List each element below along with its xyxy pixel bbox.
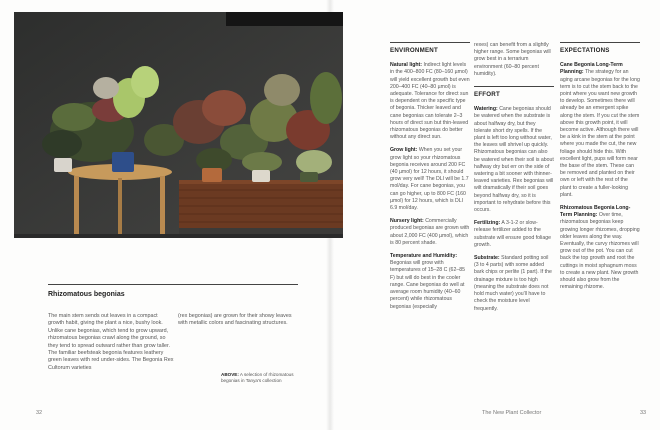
para-text: Over time, rhizomatous begonias keep growing longer rhizomes, dropping older leaves along the way. Eventually, the curvy rhizomes will grow out of the pot. You can cut back the top growth and root the cuttings in moist sphagnum moss to create a new plant. New growth should also grow from the remaining rhizome. [560,212,640,291]
para-label: Natural light: [390,62,422,69]
rhizomatous-begonia-planning-paragraph [560,205,640,291]
begonia-photo [14,12,343,238]
para-text: A 3-1-2 or slow-release fertilizer added to the substrate will ensure good foliage growth. [474,220,551,248]
para-text: The strategy for an aging arcane begonias for the long term is to cut the stem back to the point where you want new growth to develop. Sometimes there will already be an emergent spike along the stem. If you cut the stem above this growth point, it will become active. Although there will be a kink in the stem at the point where you made the cut, the new foliage should hide this. With excellent light, pups will form near the base of the stem. These can be removed and planted on their own or left with the rest of the plant to create a fuller-looking plant. [560,69,640,198]
cane-begonia-planning-paragraph [560,62,640,199]
section-title: Rhizomatous begonias [48,284,298,298]
para-label: Temperature and Humidity: [390,253,458,260]
environment-heading: ENVIRONMENT [390,42,470,54]
photo-caption-text: A selection of rhizomatous begonias in Tanya's collection [221,372,294,383]
para-text: Commercially produced begonias are grown with about 2,000 FC (400 µmol), which is 80 percent shade. [390,218,470,246]
right-column-1 [390,42,470,317]
right-column-3 [560,42,640,298]
page-number-left: 32 [36,410,43,416]
para-text: Cane begonias should be watered when the substrate is about halfway dry, but they tolerate short dry spells. If the plant is left too long without water, the leaves will shrivel up quickly. Rhizomatous begonias can also be watered when their soil is about halfway dry but err on the side of watering a bit sooner with thinner-leaved varieties. Rex begonias will wilt dramatically if their soil goes beyond halfway dry, so it is important to rehydrate before this occurs. [474,106,554,214]
para-label: Cane Begonia Long-Term Planning: [560,62,623,76]
running-title: The New Plant Collector [482,410,542,416]
para-label: Fertilizing: [474,220,501,227]
body-text-column-2: (rex begonias) are grown for their showy leaves with metallic colors and fascinating structures. [178,313,292,327]
para-label: Watering: [474,106,498,113]
para-label: Rhizomatous Begonia Long-Term Planning: [560,205,631,219]
humidity-continued-paragraph: rexes) can benefit from a slightly higher range. Some begonias will grow best in a terrarium environment (60–80 percent humidity). [474,42,551,77]
substrate-paragraph [474,255,554,313]
para-text: Standard potting soil (3 to 4 parts) with some added bark chips or perlite (1 part). If the drainage mixture is too high (meaning the substrate does not hold much water) you'll have to check the moisture level frequently. [474,255,552,312]
photo-caption [221,372,309,384]
expectations-heading: EXPECTATIONS [560,42,640,54]
effort-heading: EFFORT [474,86,554,98]
photo-caption-label: ABOVE: [221,372,239,377]
para-text: When you set your grow light so your rhizomatous begonia receives around 200 FC (40 µmol) for 12 hours, it should grow very well! The DLI will be 1.7 mol/day. For cane begonias, you can go higher, up to 800 FC (160 µmol) for 12 hours, which is DLI 6.9 mol/day. [390,147,469,212]
para-label: Substrate: [474,255,500,262]
para-text: Begonias will grow with temperatures of 15–28 C (62–85 F) but will do best in the cooler range. Cane begonias do well at average room humidity (40–60 percent) while rhizomatous begonias (especially [390,260,465,310]
para-label: Grow light: [390,147,418,154]
watering-paragraph [474,106,554,214]
fertilizing-paragraph [474,220,554,249]
para-label: Nursery light: [390,218,424,225]
para-text: Indirect light levels in the 400–800 FC (80–160 µmol) will yield excellent growth but even 200–400 FC (40–80 µmol) is adequate. Tolerance for direct sun is dependent on the specific type of begonia. Thicker leaved and cane begonias can tolerate 2–3 hours of direct sun but thin-leaved rhizomatous begonias do better without any direct sun. [390,62,470,141]
natural-light-paragraph [390,62,470,141]
grow-light-paragraph [390,147,470,212]
temperature-humidity-paragraph [390,253,470,311]
right-column-2 [474,42,554,319]
nursery-light-paragraph [390,218,470,247]
body-text-column-1: The main stem sends out leaves in a compact growth habit, giving the plant a nice, bushy look. Unlike cane begonias, which tend to grow upward, rhizomatous begonias crawl along the ground, so they tend to spread outward rather than grow taller. The familiar beefsteak begonia features leathery green leaves with red under-sides. The Begonia Rex Cultorum varieties [48,313,174,371]
page-number-right: 33 [640,410,647,416]
